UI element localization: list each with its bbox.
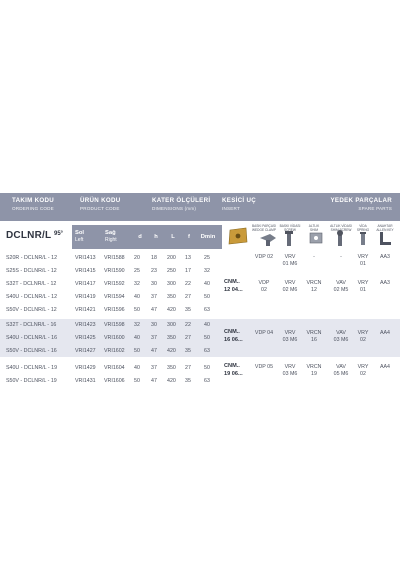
insert-code: CNM.. 12 04... bbox=[224, 279, 243, 293]
cell-code: S32T - DCLNR/L - 12 bbox=[6, 281, 57, 287]
cell-f: 27 bbox=[185, 365, 191, 371]
spare-part-code: - bbox=[340, 254, 342, 260]
insert-code: CNM.. 16 06... bbox=[224, 329, 243, 343]
spare-head: BASKI VİDASI SCREW bbox=[279, 224, 301, 232]
allen-key-icon bbox=[377, 230, 393, 248]
cell-d: 20 bbox=[134, 255, 140, 261]
cell-dmin: 50 bbox=[204, 365, 210, 371]
cell-dmin: 63 bbox=[204, 378, 210, 384]
header-insert: KESİCİ UÇ INSERT bbox=[222, 197, 256, 211]
cell-left: VRI1421 bbox=[75, 307, 96, 313]
subhead-L: L bbox=[171, 234, 175, 240]
cell-left: VRI1413 bbox=[75, 255, 96, 261]
cell-L: 350 bbox=[167, 294, 176, 300]
cell-left: VRI1431 bbox=[75, 378, 96, 384]
cell-L: 200 bbox=[167, 255, 176, 261]
cell-h: 23 bbox=[151, 268, 157, 274]
cell-left: VRI1427 bbox=[75, 348, 96, 354]
cell-left: VRI1423 bbox=[75, 322, 96, 328]
cell-f: 35 bbox=[185, 348, 191, 354]
cell-left: VRI1429 bbox=[75, 365, 96, 371]
cell-d: 50 bbox=[134, 307, 140, 313]
wedge-clamp-icon bbox=[258, 230, 278, 248]
cell-code: S40U - DCLNR/L - 19 bbox=[6, 365, 58, 371]
cell-code: S32T - DCLNR/L - 16 bbox=[6, 322, 57, 328]
cell-L: 350 bbox=[167, 365, 176, 371]
subhead-f: f bbox=[188, 234, 190, 240]
table-row bbox=[0, 375, 222, 388]
cell-right: VRI1596 bbox=[104, 307, 125, 313]
cell-code: S40U - DCLNR/L - 16 bbox=[6, 335, 58, 341]
cell-d: 25 bbox=[134, 268, 140, 274]
insert-icon bbox=[227, 227, 249, 245]
cell-code: S20R - DCLNR/L - 12 bbox=[6, 255, 58, 261]
spare-part-code: VRV 01 M6 bbox=[282, 254, 298, 267]
cell-f: 27 bbox=[185, 335, 191, 341]
spare-part-code: - bbox=[313, 254, 315, 260]
subheader-band bbox=[72, 225, 222, 249]
spare-part-code: VDP 05 bbox=[254, 364, 274, 370]
cell-code: S50V - DCLNR/L - 19 bbox=[6, 378, 57, 384]
cell-d: 40 bbox=[134, 365, 140, 371]
cell-L: 300 bbox=[167, 322, 176, 328]
cell-h: 47 bbox=[151, 307, 157, 313]
header-ordering-code: TAKIM KODU ORDERING CODE bbox=[12, 197, 55, 211]
spare-part-code: VRCN 16 bbox=[306, 330, 322, 343]
cell-right: VRI1592 bbox=[104, 281, 125, 287]
cell-left: VRI1415 bbox=[75, 268, 96, 274]
cell-f: 17 bbox=[185, 268, 191, 274]
cell-d: 40 bbox=[134, 335, 140, 341]
cell-right: VRI1600 bbox=[104, 335, 125, 341]
shim-screw-icon bbox=[332, 230, 348, 248]
cell-h: 30 bbox=[151, 322, 157, 328]
cell-L: 300 bbox=[167, 281, 176, 287]
cell-f: 27 bbox=[185, 294, 191, 300]
table-row bbox=[0, 265, 222, 278]
spare-part-code: AA4 bbox=[379, 330, 390, 336]
spare-part-code: AA3 bbox=[379, 280, 390, 286]
spare-part-code: AA3 bbox=[379, 254, 390, 260]
screw-icon bbox=[282, 230, 296, 248]
subhead-right: Sağ Right bbox=[105, 230, 117, 243]
cell-f: 22 bbox=[185, 322, 191, 328]
cell-left: VRI1417 bbox=[75, 281, 96, 287]
spare-part-code: VRY 02 bbox=[357, 330, 369, 343]
spare-part-code: VDP 02 bbox=[254, 254, 274, 260]
cell-h: 30 bbox=[151, 281, 157, 287]
cell-h: 37 bbox=[151, 365, 157, 371]
cell-dmin: 63 bbox=[204, 307, 210, 313]
cell-right: VRI1594 bbox=[104, 294, 125, 300]
insert-code: CNM.. 19 06... bbox=[224, 363, 243, 377]
cell-code: S50V - DCLNR/L - 16 bbox=[6, 348, 57, 354]
subhead-left: Sol Left bbox=[75, 230, 85, 243]
cell-dmin: 32 bbox=[204, 268, 210, 274]
spare-part-code: VDP 02 bbox=[258, 280, 270, 293]
cell-h: 47 bbox=[151, 348, 157, 354]
cell-L: 250 bbox=[167, 268, 176, 274]
cell-right: VRI1588 bbox=[104, 255, 125, 261]
tool-angle: 95° bbox=[54, 231, 64, 237]
spare-head: ALTLIK SHIM bbox=[308, 224, 320, 232]
spare-part-code: AA4 bbox=[379, 364, 390, 370]
cell-d: 40 bbox=[134, 294, 140, 300]
cell-h: 47 bbox=[151, 378, 157, 384]
spare-head: VİDA SPRING bbox=[356, 224, 370, 232]
cell-f: 35 bbox=[185, 307, 191, 313]
cell-dmin: 50 bbox=[204, 335, 210, 341]
subhead-d: d bbox=[138, 234, 142, 240]
cell-left: VRI1425 bbox=[75, 335, 96, 341]
cell-d: 32 bbox=[134, 281, 140, 287]
cell-left: VRI1419 bbox=[75, 294, 96, 300]
cell-d: 50 bbox=[134, 378, 140, 384]
cell-L: 420 bbox=[167, 348, 176, 354]
subhead-h: h bbox=[154, 234, 158, 240]
cell-d: 32 bbox=[134, 322, 140, 328]
cell-dmin: 25 bbox=[204, 255, 210, 261]
table-row bbox=[0, 252, 222, 265]
table-row bbox=[0, 304, 222, 317]
cell-d: 50 bbox=[134, 348, 140, 354]
spare-part-code: VRY 01 bbox=[357, 280, 369, 293]
spare-head: BASKI PARÇASI WEDGE CLAMP bbox=[251, 224, 277, 232]
cell-h: 37 bbox=[151, 335, 157, 341]
cell-h: 18 bbox=[151, 255, 157, 261]
cell-L: 420 bbox=[167, 307, 176, 313]
cell-right: VRI1606 bbox=[104, 378, 125, 384]
header-spare-parts: YEDEK PARÇALAR SPARE PARTS bbox=[330, 197, 392, 211]
cell-right: VRI1590 bbox=[104, 268, 125, 274]
subhead-dmin: Dmin bbox=[200, 234, 216, 240]
cell-right: VRI1604 bbox=[104, 365, 125, 371]
spare-part-code: VRCN 19 bbox=[306, 364, 322, 377]
spare-part-code: VAV 02 M5 bbox=[333, 280, 349, 293]
table-row bbox=[0, 278, 222, 291]
table-row bbox=[0, 345, 222, 358]
spare-part-code: VAV 03 M6 bbox=[333, 330, 349, 343]
header-product-code: ÜRÜN KODU PRODUCT CODE bbox=[80, 197, 121, 211]
table-row bbox=[0, 362, 222, 375]
spare-part-code: VRCN 12 bbox=[306, 280, 322, 293]
spare-part-code: VRV 03 M6 bbox=[282, 364, 298, 377]
cell-L: 420 bbox=[167, 378, 176, 384]
table-row bbox=[0, 332, 222, 345]
cell-right: VRI1602 bbox=[104, 348, 125, 354]
spare-part-code: VRY 01 bbox=[357, 254, 369, 267]
spare-part-code: VRV 03 M6 bbox=[282, 330, 298, 343]
cell-L: 350 bbox=[167, 335, 176, 341]
cell-right: VRI1598 bbox=[104, 322, 125, 328]
spare-part-code: VRV 02 M6 bbox=[282, 280, 298, 293]
cell-code: S40U - DCLNR/L - 12 bbox=[6, 294, 58, 300]
header-dimensions: KATER ÖLÇÜLERİ DIMENSIONS (mm) bbox=[152, 197, 211, 211]
table-row bbox=[0, 319, 222, 332]
shim-icon bbox=[308, 230, 324, 246]
cell-dmin: 40 bbox=[204, 281, 210, 287]
spare-head: ALTLIK VİDASI SHIM SCREW bbox=[330, 224, 352, 232]
cell-f: 13 bbox=[185, 255, 191, 261]
spare-part-code: VRY 02 bbox=[357, 364, 369, 377]
cell-dmin: 63 bbox=[204, 348, 210, 354]
cell-dmin: 50 bbox=[204, 294, 210, 300]
cell-code: S25S - DCLNR/L - 12 bbox=[6, 268, 57, 274]
tool-title: DCLNR/L bbox=[6, 230, 52, 241]
cell-dmin: 40 bbox=[204, 322, 210, 328]
table-row bbox=[0, 291, 222, 304]
cell-f: 22 bbox=[185, 281, 191, 287]
cell-code: S50V - DCLNR/L - 12 bbox=[6, 307, 57, 313]
spare-part-code: VAV 05 M6 bbox=[333, 364, 349, 377]
cell-f: 35 bbox=[185, 378, 191, 384]
spare-part-code: VDP 04 bbox=[254, 330, 274, 336]
spare-head: ANAHTAR ALLEN KEY bbox=[376, 224, 394, 232]
table-header-band bbox=[0, 193, 400, 221]
cell-h: 37 bbox=[151, 294, 157, 300]
spring-icon bbox=[356, 230, 370, 248]
